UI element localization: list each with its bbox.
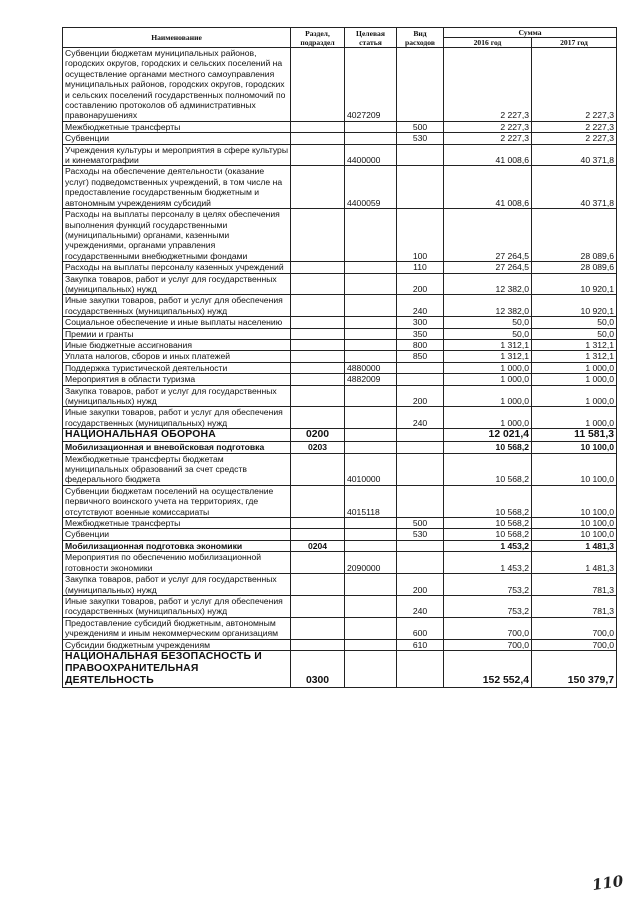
row-sum-2016: 700,0	[444, 617, 532, 639]
row-sum-2017: 50,0	[532, 317, 617, 328]
row-section	[291, 552, 345, 574]
row-section	[291, 574, 345, 596]
row-section	[291, 262, 345, 273]
row-sum-2016: 1 000,0	[444, 362, 532, 373]
row-sum-2016: 50,0	[444, 317, 532, 328]
header-type: Вид расходов	[397, 28, 444, 48]
row-sum-2016: 41 008,6	[444, 144, 532, 166]
row-sum-2016: 10 568,2	[444, 485, 532, 517]
row-sum-2016: 753,2	[444, 595, 532, 617]
table-row	[63, 374, 617, 385]
row-sum-2016: 1 312,1	[444, 351, 532, 362]
row-type	[397, 552, 444, 574]
row-target	[345, 121, 397, 132]
row-target	[345, 351, 397, 362]
row-sum-2017: 781,3	[532, 574, 617, 596]
row-section	[291, 374, 345, 385]
table-row	[63, 529, 617, 540]
row-sum-2017: 1 000,0	[532, 385, 617, 407]
row-type: 240	[397, 295, 444, 317]
header-year-2016: 2016 год	[444, 38, 532, 48]
row-section	[291, 133, 345, 144]
table-row	[63, 485, 617, 517]
table-row	[63, 362, 617, 373]
row-target	[345, 328, 397, 339]
row-type: 200	[397, 574, 444, 596]
row-name: Субвенции	[63, 529, 291, 540]
row-section	[291, 48, 345, 122]
table-row	[63, 595, 617, 617]
table-row	[63, 262, 617, 273]
row-sum-2017: 50,0	[532, 328, 617, 339]
row-target	[345, 529, 397, 540]
row-sum-2017: 10 100,0	[532, 453, 617, 485]
row-type: 200	[397, 273, 444, 295]
row-section: 0300	[291, 650, 345, 687]
row-type: 500	[397, 121, 444, 132]
table-row	[63, 639, 617, 650]
table-row	[63, 295, 617, 317]
row-sum-2017: 1 481,3	[532, 552, 617, 574]
table-row	[63, 617, 617, 639]
row-type: 350	[397, 328, 444, 339]
row-section	[291, 351, 345, 362]
table-row	[63, 540, 617, 551]
row-target: 4027209	[345, 48, 397, 122]
row-name: Расходы на обеспечение деятельности (оказание услуг) подведомственных учреждений, в том числе на предоставление государственным бюджетным и автономным учреждениям субсидий	[63, 166, 291, 209]
row-name: Закупка товаров, работ и услуг для государственных (муниципальных) нужд	[63, 273, 291, 295]
row-sum-2017: 150 379,7	[532, 650, 617, 687]
row-target	[345, 518, 397, 529]
row-section	[291, 166, 345, 209]
row-target	[345, 317, 397, 328]
row-sum-2016: 1 000,0	[444, 374, 532, 385]
row-name: Иные закупки товаров, работ и услуг для обеспечения государственных (муниципальных) нужд	[63, 295, 291, 317]
row-type	[397, 650, 444, 687]
row-section	[291, 595, 345, 617]
row-sum-2016: 10 568,2	[444, 453, 532, 485]
budget-table-body	[63, 48, 617, 688]
row-name: Иные бюджетные ассигнования	[63, 339, 291, 350]
row-type	[397, 485, 444, 517]
row-name: Мобилизационная и вневойсковая подготовка	[63, 442, 291, 453]
row-section	[291, 273, 345, 295]
budget-table	[62, 27, 617, 688]
row-section	[291, 385, 345, 407]
row-name: Предоставление субсидий бюджетным, автономным учреждениям и иным некоммерческим организациям	[63, 617, 291, 639]
row-type: 200	[397, 385, 444, 407]
row-section	[291, 529, 345, 540]
row-sum-2017: 10 920,1	[532, 295, 617, 317]
header-year-2017: 2017 год	[532, 38, 617, 48]
row-type: 100	[397, 209, 444, 262]
row-section	[291, 121, 345, 132]
row-sum-2017: 40 371,8	[532, 144, 617, 166]
table-row	[63, 351, 617, 362]
row-target	[345, 262, 397, 273]
row-name: Уплата налогов, сборов и иных платежей	[63, 351, 291, 362]
table-row	[63, 650, 617, 687]
row-name: Субвенции бюджетам поселений на осуществление первичного воинского учета на территориях, где отсутствуют военные комиссариаты	[63, 485, 291, 517]
table-row	[63, 429, 617, 442]
row-sum-2017: 1 312,1	[532, 351, 617, 362]
row-sum-2017: 28 089,6	[532, 262, 617, 273]
row-target: 4882009	[345, 374, 397, 385]
row-section	[291, 144, 345, 166]
row-sum-2016: 12 021,4	[444, 429, 532, 442]
row-sum-2016: 1 312,1	[444, 339, 532, 350]
table-row	[63, 407, 617, 429]
row-name: НАЦИОНАЛЬНАЯ ОБОРОНА	[63, 429, 291, 442]
row-type: 600	[397, 617, 444, 639]
row-sum-2017: 1 481,3	[532, 540, 617, 551]
row-sum-2017: 10 920,1	[532, 273, 617, 295]
row-sum-2016: 1 000,0	[444, 385, 532, 407]
row-sum-2016: 152 552,4	[444, 650, 532, 687]
row-target	[345, 442, 397, 453]
row-target: 4015118	[345, 485, 397, 517]
row-type	[397, 374, 444, 385]
table-row	[63, 144, 617, 166]
row-sum-2016: 1 453,2	[444, 552, 532, 574]
row-name: Расходы на выплаты персоналу казенных учреждений	[63, 262, 291, 273]
row-sum-2017: 10 100,0	[532, 518, 617, 529]
row-type: 300	[397, 317, 444, 328]
row-section	[291, 328, 345, 339]
row-section	[291, 209, 345, 262]
table-row	[63, 166, 617, 209]
row-sum-2017: 1 000,0	[532, 362, 617, 373]
row-section	[291, 485, 345, 517]
row-target: 4880000	[345, 362, 397, 373]
row-target	[345, 540, 397, 551]
row-sum-2016: 2 227,3	[444, 121, 532, 132]
table-row	[63, 328, 617, 339]
row-type	[397, 442, 444, 453]
row-name: Социальное обеспечение и иные выплаты населению	[63, 317, 291, 328]
row-type: 610	[397, 639, 444, 650]
row-target	[345, 639, 397, 650]
row-type: 530	[397, 529, 444, 540]
row-target	[345, 574, 397, 596]
row-sum-2016: 12 382,0	[444, 273, 532, 295]
row-sum-2017: 1 312,1	[532, 339, 617, 350]
row-target	[345, 407, 397, 429]
row-target: 4400059	[345, 166, 397, 209]
table-row	[63, 317, 617, 328]
table-row	[63, 518, 617, 529]
row-name: Мероприятия в области туризма	[63, 374, 291, 385]
table-row	[63, 574, 617, 596]
row-section	[291, 339, 345, 350]
row-sum-2017: 10 100,0	[532, 442, 617, 453]
row-target	[345, 595, 397, 617]
row-target	[345, 209, 397, 262]
row-sum-2016: 700,0	[444, 639, 532, 650]
header-section: Раздел, подраздел	[291, 28, 345, 48]
row-section: 0204	[291, 540, 345, 551]
row-sum-2016: 41 008,6	[444, 166, 532, 209]
row-section	[291, 295, 345, 317]
row-target	[345, 133, 397, 144]
row-name: Субсидии бюджетным учреждениям	[63, 639, 291, 650]
row-type	[397, 48, 444, 122]
table-row	[63, 209, 617, 262]
row-type: 800	[397, 339, 444, 350]
row-name: Поддержка туристической деятельности	[63, 362, 291, 373]
row-name: Межбюджетные трансферты	[63, 121, 291, 132]
row-sum-2017: 700,0	[532, 639, 617, 650]
row-sum-2017: 28 089,6	[532, 209, 617, 262]
row-sum-2016: 10 568,2	[444, 529, 532, 540]
table-row	[63, 48, 617, 122]
row-name: Субвенции бюджетам муниципальных районов, городских округов, городских и сельских поселений на осуществление органами местного самоуправления муниципальных районов, городских округов, городских и сельских поселений государственных полномочий по составлению протоколов об административных правонарушениях	[63, 48, 291, 122]
table-row	[63, 442, 617, 453]
row-target: 4010000	[345, 453, 397, 485]
row-target	[345, 385, 397, 407]
header-target: Целевая статья	[345, 28, 397, 48]
row-section	[291, 407, 345, 429]
row-name: Расходы на выплаты персоналу в целях обеспечения выполнения функций государственными (муниципальными) органами, казенными учреждениями, органами управления государственными внебюджетными фондами	[63, 209, 291, 262]
row-name: Закупка товаров, работ и услуг для государственных (муниципальных) нужд	[63, 574, 291, 596]
table-row	[63, 133, 617, 144]
row-sum-2017: 40 371,8	[532, 166, 617, 209]
row-type: 850	[397, 351, 444, 362]
row-type: 110	[397, 262, 444, 273]
row-sum-2016: 1 000,0	[444, 407, 532, 429]
row-name: Мероприятия по обеспечению мобилизационной готовности экономики	[63, 552, 291, 574]
row-sum-2017: 1 000,0	[532, 374, 617, 385]
table-row	[63, 385, 617, 407]
row-type	[397, 453, 444, 485]
row-section	[291, 639, 345, 650]
row-section	[291, 518, 345, 529]
document-page	[62, 27, 616, 688]
row-sum-2016: 10 568,2	[444, 442, 532, 453]
row-name: Закупка товаров, работ и услуг для государственных (муниципальных) нужд	[63, 385, 291, 407]
row-sum-2016: 2 227,3	[444, 48, 532, 122]
row-section: 0200	[291, 429, 345, 442]
row-sum-2017: 2 227,3	[532, 48, 617, 122]
row-sum-2017: 781,3	[532, 595, 617, 617]
row-name: Субвенции	[63, 133, 291, 144]
row-sum-2017: 10 100,0	[532, 485, 617, 517]
row-name: Межбюджетные трансферты бюджетам муниципальных образований за счет средств федерального бюджета	[63, 453, 291, 485]
row-type	[397, 429, 444, 442]
row-type	[397, 166, 444, 209]
row-target: 4400000	[345, 144, 397, 166]
row-sum-2017: 11 581,3	[532, 429, 617, 442]
row-target	[345, 429, 397, 442]
row-sum-2016: 753,2	[444, 574, 532, 596]
row-name: Иные закупки товаров, работ и услуг для обеспечения государственных (муниципальных) нужд	[63, 595, 291, 617]
row-sum-2017: 2 227,3	[532, 121, 617, 132]
row-sum-2016: 50,0	[444, 328, 532, 339]
row-section	[291, 453, 345, 485]
header-name: Наименование	[63, 28, 291, 48]
row-section	[291, 317, 345, 328]
row-type	[397, 144, 444, 166]
row-sum-2017: 700,0	[532, 617, 617, 639]
row-name: Премии и гранты	[63, 328, 291, 339]
row-target	[345, 650, 397, 687]
row-sum-2016: 27 264,5	[444, 209, 532, 262]
row-type: 530	[397, 133, 444, 144]
row-name: Мобилизационная подготовка экономики	[63, 540, 291, 551]
table-row	[63, 453, 617, 485]
row-section: 0203	[291, 442, 345, 453]
row-target: 2090000	[345, 552, 397, 574]
row-target	[345, 617, 397, 639]
row-type	[397, 540, 444, 551]
row-target	[345, 339, 397, 350]
row-type: 240	[397, 595, 444, 617]
table-row	[63, 339, 617, 350]
row-name: Учреждения культуры и мероприятия в сфере культуры и кинематографии	[63, 144, 291, 166]
row-sum-2017: 10 100,0	[532, 529, 617, 540]
row-target	[345, 273, 397, 295]
row-type	[397, 362, 444, 373]
row-type: 500	[397, 518, 444, 529]
table-row	[63, 552, 617, 574]
row-name: Межбюджетные трансферты	[63, 518, 291, 529]
row-section	[291, 617, 345, 639]
row-section	[291, 362, 345, 373]
row-name: Иные закупки товаров, работ и услуг для обеспечения государственных (муниципальных) нужд	[63, 407, 291, 429]
table-row	[63, 121, 617, 132]
row-type: 240	[397, 407, 444, 429]
row-sum-2016: 2 227,3	[444, 133, 532, 144]
row-sum-2016: 1 453,2	[444, 540, 532, 551]
row-sum-2017: 1 000,0	[532, 407, 617, 429]
row-target	[345, 295, 397, 317]
row-sum-2016: 10 568,2	[444, 518, 532, 529]
row-sum-2016: 12 382,0	[444, 295, 532, 317]
row-sum-2016: 27 264,5	[444, 262, 532, 273]
handwritten-page-number: 110	[590, 871, 625, 895]
header-sum: Сумма	[444, 28, 617, 38]
table-row	[63, 273, 617, 295]
row-sum-2017: 2 227,3	[532, 133, 617, 144]
row-name: НАЦИОНАЛЬНАЯ БЕЗОПАСНОСТЬ И ПРАВООХРАНИТЕЛЬНАЯ ДЕЯТЕЛЬНОСТЬ	[63, 650, 291, 687]
